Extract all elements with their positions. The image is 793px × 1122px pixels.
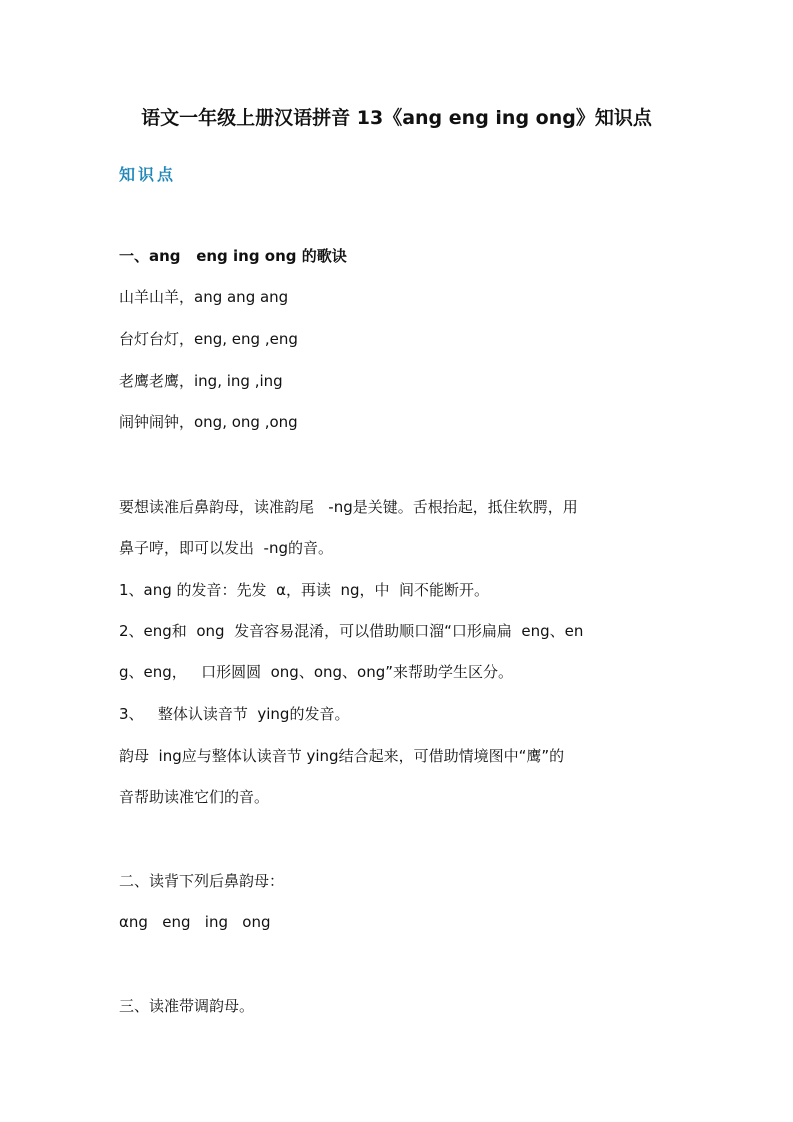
text-line: 老鹰老鹰，ing, ing ,ing (119, 372, 283, 390)
text-line: 2、eng和 ong 发音容易混淆，可以借助顺口溜“口形扁扁 eng、en (119, 622, 584, 640)
subheading-1: 一、ang eng ing ong 的歌诀 (119, 247, 347, 265)
text-line: 要想读准后鼻韵母，读准韵尾 -ng是关键。舌根抬起，抵住软腭，用 (119, 498, 578, 516)
text-line: 音帮助读准它们的音。 (119, 788, 270, 806)
text-line: 3、 整体认读音节 ying的发音。 (119, 705, 350, 723)
text-line: 闹钟闹钟，ong, ong ,ong (119, 413, 298, 431)
text-line: αng eng ing ong (119, 913, 271, 931)
text-line: g、eng， 口形圆圆 ong、ong、ong”来帮助学生区分。 (119, 663, 514, 681)
subheading-3: 三、读准带调韵母。 (119, 997, 255, 1015)
text-line: 山羊山羊，ang ang ang (119, 288, 289, 306)
section-heading: 知识点 (119, 165, 177, 184)
subheading-2: 二、读背下列后鼻韵母： (119, 872, 285, 890)
text-line: 韵母 ing应与整体认读音节 ying结合起来，可借助情境图中“鹰”的 (119, 747, 565, 765)
text-line: 台灯台灯，eng, eng ,eng (119, 330, 298, 348)
document-title: 语文一年级上册汉语拼音 13《ang eng ing ong》知识点 (141, 107, 652, 129)
text-line: 1、ang 的发音：先发 α，再读 ng，中 间不能断开。 (119, 581, 490, 599)
text-line: 鼻子哼，即可以发出 -ng的音。 (119, 539, 333, 557)
